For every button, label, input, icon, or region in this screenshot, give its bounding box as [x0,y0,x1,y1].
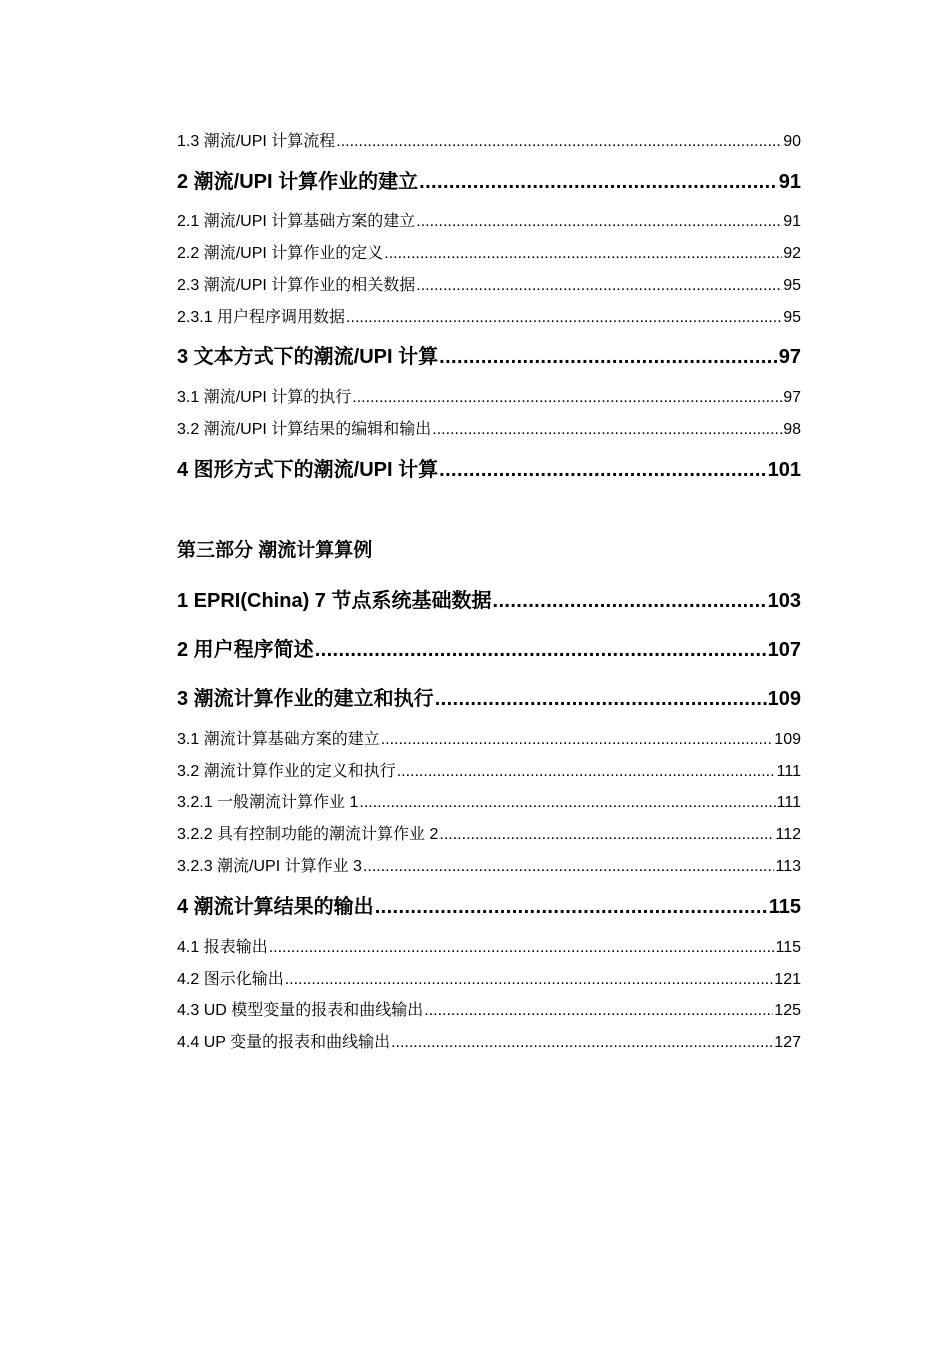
dot-leader [439,825,774,845]
toc-entry-page: 113 [775,858,801,875]
toc-entry-label: 3.2.3 潮流/UPI 计算作业 3 [177,858,362,875]
toc-entry-page: 111 [776,763,801,780]
toc-entry [177,793,801,813]
toc-chapter-page: 97 [778,346,801,368]
toc-entry-label: 3.2 潮流/UPI 计算结果的编辑和输出 [177,421,432,438]
toc-chapter-label: 3 文本方式下的潮流/UPI 计算 [177,346,439,368]
toc-chapter [177,344,801,370]
dot-leader [424,1001,773,1021]
dot-leader [363,857,775,877]
dot-leader [435,686,767,712]
toc-entry-label: 3.1 潮流/UPI 计算的执行 [177,389,352,406]
toc-entry [177,244,801,264]
dot-leader [336,132,782,152]
toc-entry-label: 4.4 UP 变量的报表和曲线输出 [177,1034,391,1051]
toc-entry [177,857,801,877]
toc-entry-page: 111 [776,794,801,811]
toc-entry-page: 112 [775,826,801,843]
toc-entry-label: 4.1 报表输出 [177,939,268,956]
toc-chapter-page: 103 [767,590,801,612]
dot-leader [381,730,774,750]
toc-entry-label: 2.2 潮流/UPI 计算作业的定义 [177,245,384,262]
toc-entry [177,308,801,328]
dot-leader [269,938,775,958]
dot-leader [439,344,778,370]
part-title: 第三部分 潮流计算算例 [177,540,373,561]
toc-entry [177,1033,801,1053]
toc-entry-label: 3.2 潮流计算作业的定义和执行 [177,763,396,780]
dot-leader [416,212,782,232]
toc-entry [177,730,801,750]
toc-entry-label: 2.1 潮流/UPI 计算基础方案的建立 [177,213,416,230]
dot-leader [352,388,782,408]
dot-leader [391,1033,773,1053]
toc-entry-page: 109 [774,731,801,748]
toc-entry [177,970,801,990]
toc-entry-page: 115 [775,939,801,956]
toc-entry-label: 2.3.1 用户程序调用数据 [177,309,346,326]
toc-entry-label: 1.3 潮流/UPI 计算流程 [177,133,336,150]
dot-leader [346,308,782,328]
toc-chapter-page: 91 [778,171,801,193]
toc-chapter [177,588,801,614]
toc-entry-page: 95 [783,277,801,294]
toc-entry-page: 92 [783,245,801,262]
dot-leader [439,457,766,483]
toc-chapter-label: 2 用户程序简述 [177,639,314,661]
toc-entry [177,1001,801,1021]
toc-entry-page: 95 [783,309,801,326]
dot-leader [416,276,782,296]
toc-entry [177,212,801,232]
toc-entry-page: 91 [783,213,801,230]
toc-entry-page: 90 [783,133,801,150]
toc-chapter-page: 115 [768,896,801,918]
toc-chapter-page: 109 [767,688,801,710]
toc-entry [177,276,801,296]
toc-entry [177,388,801,408]
dot-leader [419,169,778,195]
toc-chapter-page: 107 [767,639,801,661]
toc-entry-label: 3.2.1 一般潮流计算作业 1 [177,794,359,811]
toc-entry-page: 98 [783,421,801,438]
toc-chapter [177,169,801,195]
toc-entry-label: 4.2 图示化输出 [177,971,284,988]
dot-leader [397,762,776,782]
dot-leader [285,970,774,990]
toc-entry-page: 121 [774,971,801,988]
toc-chapter [177,686,801,712]
toc-entry-label: 4.3 UD 模型变量的报表和曲线输出 [177,1002,424,1019]
toc-entry-label: 3.2.2 具有控制功能的潮流计算作业 2 [177,826,439,843]
dot-leader [375,894,768,920]
toc-chapter [177,457,801,483]
toc-chapter-label: 2 潮流/UPI 计算作业的建立 [177,171,419,193]
dot-leader [492,588,766,614]
toc-chapter-page: 101 [767,459,801,481]
toc-chapter-label: 3 潮流计算作业的建立和执行 [177,688,434,710]
toc-entry [177,762,801,782]
toc-entry [177,132,801,152]
toc-entry-page: 97 [783,389,801,406]
dot-leader [359,793,775,813]
dot-leader [384,244,782,264]
toc-chapter-label: 4 图形方式下的潮流/UPI 计算 [177,459,439,481]
toc-entry-page: 125 [774,1002,801,1019]
toc-chapter [177,637,801,663]
toc-entry-label: 2.3 潮流/UPI 计算作业的相关数据 [177,277,416,294]
toc-chapter [177,894,801,920]
dot-leader [432,420,782,440]
toc-entry [177,825,801,845]
toc-entry [177,938,801,958]
toc-entry-page: 127 [774,1034,801,1051]
toc-entry-label: 3.1 潮流计算基础方案的建立 [177,731,380,748]
toc-chapter-label: 1 EPRI(China) 7 节点系统基础数据 [177,590,492,612]
toc-entry [177,420,801,440]
toc-chapter-label: 4 潮流计算结果的输出 [177,896,374,918]
dot-leader [315,637,767,663]
